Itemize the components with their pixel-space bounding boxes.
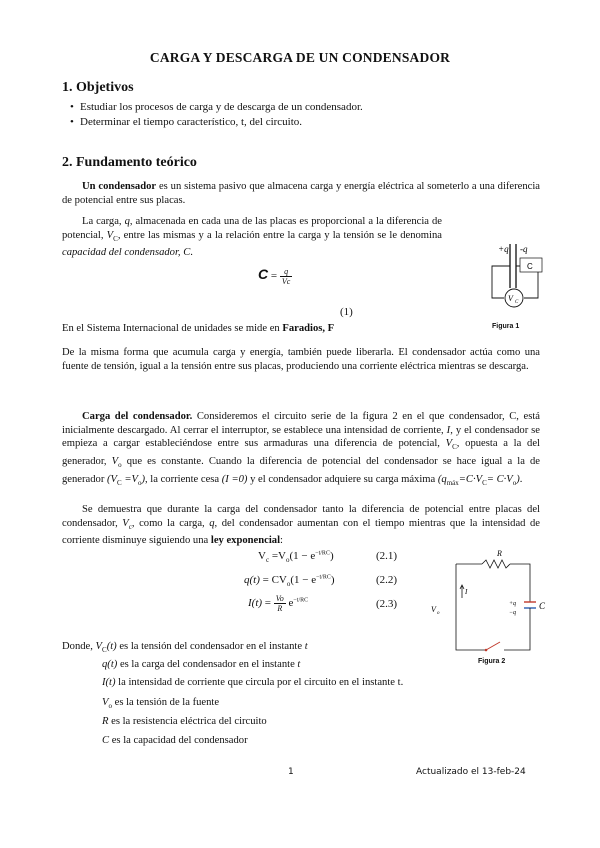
symbol-vc: V: [95, 641, 103, 652]
page-number: 1: [288, 767, 294, 777]
wire-right: [504, 608, 530, 650]
text: y el condensador adquiere su carga máxima: [247, 473, 438, 485]
subscript: o: [118, 461, 122, 469]
definition-item: [102, 697, 219, 710]
figure-1-capacitor-diagram: [480, 240, 550, 315]
resistor-symbol: [482, 560, 510, 568]
qmax: ): [516, 473, 520, 485]
equation-1: C = $\frac{q}{Vc}$: [258, 266, 291, 286]
text: .: [519, 473, 523, 485]
equation-1-label: (1): [340, 306, 353, 318]
subscript: C: [102, 646, 107, 655]
def-symbol: q(t): [102, 659, 118, 670]
definition-item: [102, 677, 403, 688]
eq-lhs: V: [258, 550, 266, 562]
eq-text: e: [285, 597, 294, 610]
eq-text: =: [262, 597, 274, 610]
eq-text: ): [330, 574, 335, 586]
text: , opuesta a la del generador,: [62, 438, 540, 467]
def-text: es la resistencia eléctrica del circuito: [108, 716, 267, 727]
symbol-t: t: [304, 641, 308, 652]
paragraph-faradios: [62, 322, 540, 336]
equation-2-1-label: (2.1): [376, 550, 398, 562]
symbol-vc: V: [122, 517, 129, 529]
subscript: o: [285, 556, 290, 565]
subscript: máx: [446, 478, 459, 487]
text: :: [280, 535, 283, 547]
updated-date: Actualizado el 13-feb-24: [416, 767, 526, 777]
voltmeter-label: V: [508, 294, 513, 303]
paragraph-descarga: De la misma forma que acumula carga y energía, también puede liberarla. El condensador actúa como una fuente de tensión, igual a la tensión entre sus placas, produciendo una corriente eléctrica mientras se descarga.: [62, 347, 540, 372]
eq-text: = CV: [259, 574, 287, 586]
subscript: o: [137, 478, 142, 487]
qmax: = C·V: [486, 473, 513, 485]
equation-2-3: [248, 594, 308, 613]
definition-item: [102, 716, 267, 727]
text: , almacenada en cada una de las placas es proporcional a la diferencia de potencial,: [62, 216, 442, 241]
qmax: =C·V: [458, 473, 483, 485]
eq-text: (1 − e: [290, 574, 317, 586]
paragraph-condensador: [62, 180, 540, 207]
wire-top-right: [510, 564, 530, 602]
def-text: es la tensión de la fuente: [111, 697, 220, 708]
text: .: [190, 247, 193, 259]
bold-term: Carga del condensador.: [82, 411, 193, 422]
page-title: CARGA Y DESCARGA DE UN CONDENSADOR: [149, 50, 451, 65]
exponent: −t/RC: [315, 550, 330, 557]
cond: ): [141, 473, 145, 485]
list-item: • Estudiar los procesos de carga y de descarga de un condensador.: [80, 101, 363, 113]
charge-plus-label: +q: [498, 244, 509, 254]
definition-item: [102, 659, 300, 670]
symbol-vc: V: [106, 229, 114, 241]
text: que es constante. Cuando la diferencia de potencial del condensador se hace igual a la de generador: [62, 455, 540, 485]
text: En el Sistema Internacional de unidades se mide en: [62, 323, 283, 334]
equation-2-2: [244, 574, 335, 588]
eq-lhs: q(t): [244, 574, 260, 586]
equation-2-2-label: (2.2): [376, 574, 398, 586]
fraction-den: Vc: [281, 276, 291, 286]
current-label: I: [465, 588, 468, 596]
cond-zero: (I =0): [221, 473, 248, 485]
qmax: (q: [437, 473, 447, 485]
eq-text: ): [329, 550, 334, 562]
def-symbol: R: [102, 716, 109, 727]
capacitance-label: C: [527, 262, 533, 271]
exponent: −t/RC: [293, 597, 309, 604]
symbol-vo: V: [111, 455, 119, 467]
charge-plus-label: +q: [509, 601, 517, 607]
switch-lever: [486, 642, 500, 650]
def-text: la intensidad de corriente que circula por el circuito en el instante t.: [115, 677, 404, 688]
source-sub: o: [437, 611, 440, 616]
cond: =V: [121, 473, 138, 485]
def-symbol: I(t): [102, 677, 116, 688]
symbol-i: I: [446, 424, 451, 436]
switch-pivot: [485, 649, 488, 652]
figure-1-caption: Figura 1: [492, 323, 520, 330]
text: es un sistema pasivo que almacena carga y energía eléctrica al someterlo a una diferencia de potencial entre sus placas.: [62, 181, 540, 206]
charge-minus-label: −q: [509, 610, 517, 616]
text: , y el condensador se empieza a cargar estableciéndose entre sus armaduras una diferencia de potencial,: [62, 424, 541, 450]
def-symbol: V: [102, 697, 109, 708]
subscript: C: [117, 478, 122, 487]
def-symbol: C: [102, 735, 110, 746]
symbol-q: q: [209, 517, 215, 529]
fraction: [280, 267, 292, 286]
figure-2-rc-circuit-diagram: [426, 550, 546, 660]
subscript: C: [113, 234, 118, 243]
paragraph-carga-condensador: [62, 410, 540, 490]
paragraph-carga: [62, 215, 442, 260]
list-item: • Determinar el tiempo característico, t, del circuito.: [80, 116, 302, 128]
definition-item: [102, 735, 248, 746]
subscript: c: [128, 522, 132, 531]
section-heading-fundamento: 2. Fundamento teórico: [62, 155, 197, 170]
text: es la tensión del condensador en el instante: [116, 641, 305, 652]
subscript: C: [452, 443, 457, 452]
def-text: es la carga del condensador en el instante: [117, 659, 298, 670]
bold-term: ley exponencial: [210, 535, 281, 547]
subscript: C: [482, 478, 487, 487]
subscript: o: [108, 702, 112, 711]
text: , como la carga,: [131, 517, 210, 529]
section-heading-objetivos: 1. Objetivos: [62, 80, 134, 95]
exponent: −t/RC: [316, 574, 331, 581]
cond: (V: [107, 473, 117, 485]
source-label: V: [431, 605, 436, 614]
eq-text: =V: [269, 550, 286, 562]
subscript: o: [286, 580, 291, 589]
text: Donde,: [62, 641, 96, 652]
text: La carga,: [82, 216, 125, 227]
text: , la corriente cesa: [144, 473, 222, 485]
text: Consideremos el circuito serie de la figura 2 en el que condensador, C, está inicialmente descargado. Al cerrar el interruptor, se establece una intensidad de corriente,: [62, 411, 540, 436]
text: , entre las mismas y a la relación entre la carga y la tensión se le denomina: [117, 229, 442, 241]
equation-2-3-label: (2.3): [376, 598, 398, 610]
subscript: c: [265, 556, 270, 565]
fraction: [274, 594, 286, 613]
text: , del condensador aumentan con el tiempo mientras que la intensidad de corriente disminuye siguiendo una: [62, 517, 540, 547]
def-tail: t: [297, 659, 301, 670]
charge-minus-label: -q: [520, 244, 528, 254]
italic-term: capacidad del condensador, C: [62, 247, 191, 259]
fraction-num: Vo: [275, 594, 284, 603]
symbol-t: (t): [106, 641, 117, 652]
symbol-q: q: [124, 216, 130, 227]
voltmeter-sub: C: [515, 300, 519, 305]
bold-term: Faradios, F: [282, 323, 335, 334]
figure-2-caption: Figura 2: [478, 658, 506, 665]
capacitor-label: C: [539, 601, 546, 611]
subscript: o: [512, 478, 517, 487]
text: Se demuestra que durante la carga del condensador tanto la diferencia de potencial entre placas del condensador,: [62, 504, 540, 529]
eq-lhs: C: [258, 266, 269, 282]
equation-2-1: [258, 550, 334, 564]
wire-left: [456, 564, 486, 650]
bold-term: Un condensador: [82, 181, 157, 192]
eq-text: (1 − e: [289, 550, 316, 562]
def-text: es la capacidad del condensador: [109, 735, 248, 746]
fraction-den: R: [277, 604, 283, 613]
eq-lhs: I(t): [248, 597, 263, 610]
symbol-vc: V: [445, 438, 453, 450]
resistor-label: R: [497, 549, 502, 558]
paragraph-ley-exponencial: [62, 503, 540, 548]
fraction-num: q: [280, 267, 292, 277]
